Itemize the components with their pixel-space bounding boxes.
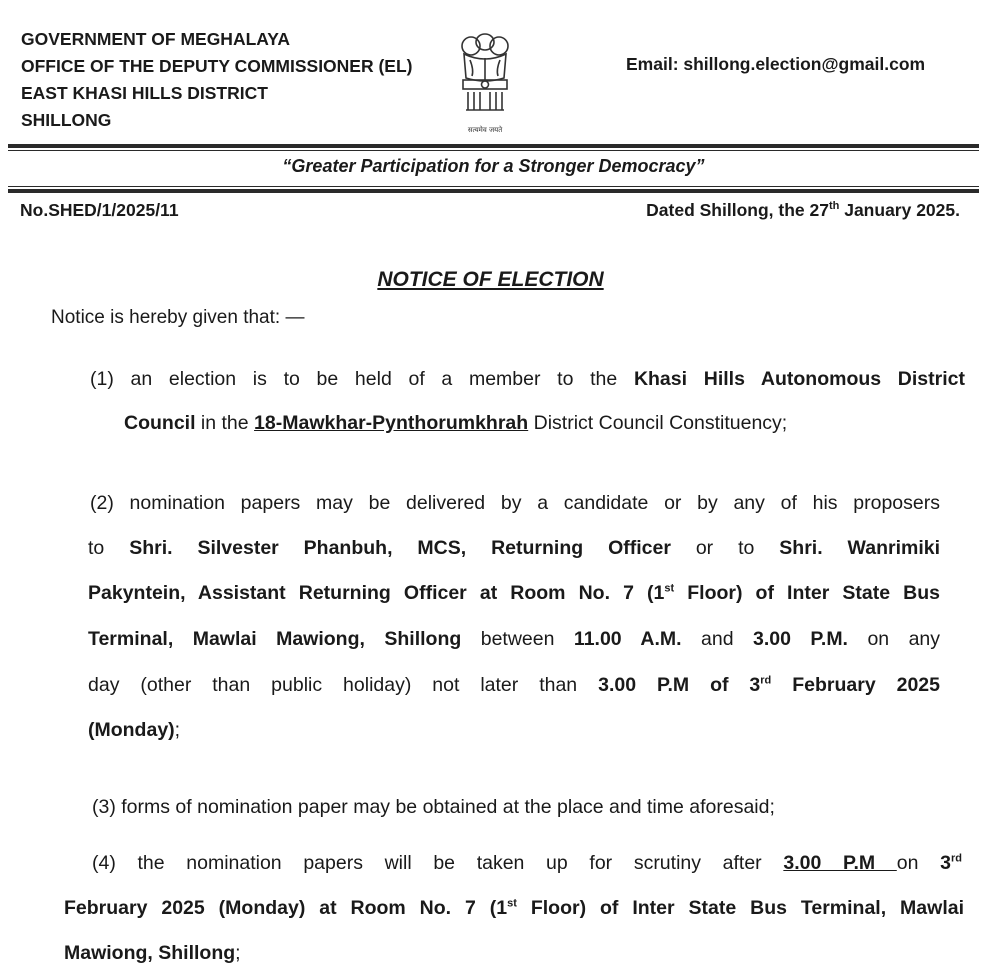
state-emblem-icon — [452, 30, 518, 138]
header-line-government: GOVERNMENT OF MEGHALAYA — [21, 29, 291, 49]
motto: “Greater Participation for a Stronger Democracy” — [282, 156, 705, 176]
date-line: Dated Shillong, the 27th January 2025. — [646, 200, 960, 220]
office-email: Email: shillong.election@gmail.com — [626, 54, 926, 74]
header-line-district: EAST KHASI HILLS DISTRICT — [21, 83, 268, 103]
reference-number: No.SHED/1/2025/11 — [20, 200, 179, 220]
office-address — [21, 26, 413, 134]
bottom-rule-thick — [8, 189, 979, 193]
header-line-city: SHILLONG — [21, 110, 112, 130]
constituency-name: 18-Mawkhar-Pynthorumkhrah — [254, 412, 529, 434]
emblem-motto-text: सत्यमेव जयते — [467, 126, 503, 134]
header-line-office: OFFICE OF THE DEPUTY COMMISSIONER (EL) — [21, 56, 413, 76]
top-rule-thick — [8, 144, 979, 148]
top-rule-thin — [8, 150, 979, 151]
bottom-rule-thin — [8, 186, 979, 187]
notice-title: NOTICE OF ELECTION — [377, 268, 604, 291]
notice-intro: Notice is hereby given that: — — [51, 307, 305, 328]
